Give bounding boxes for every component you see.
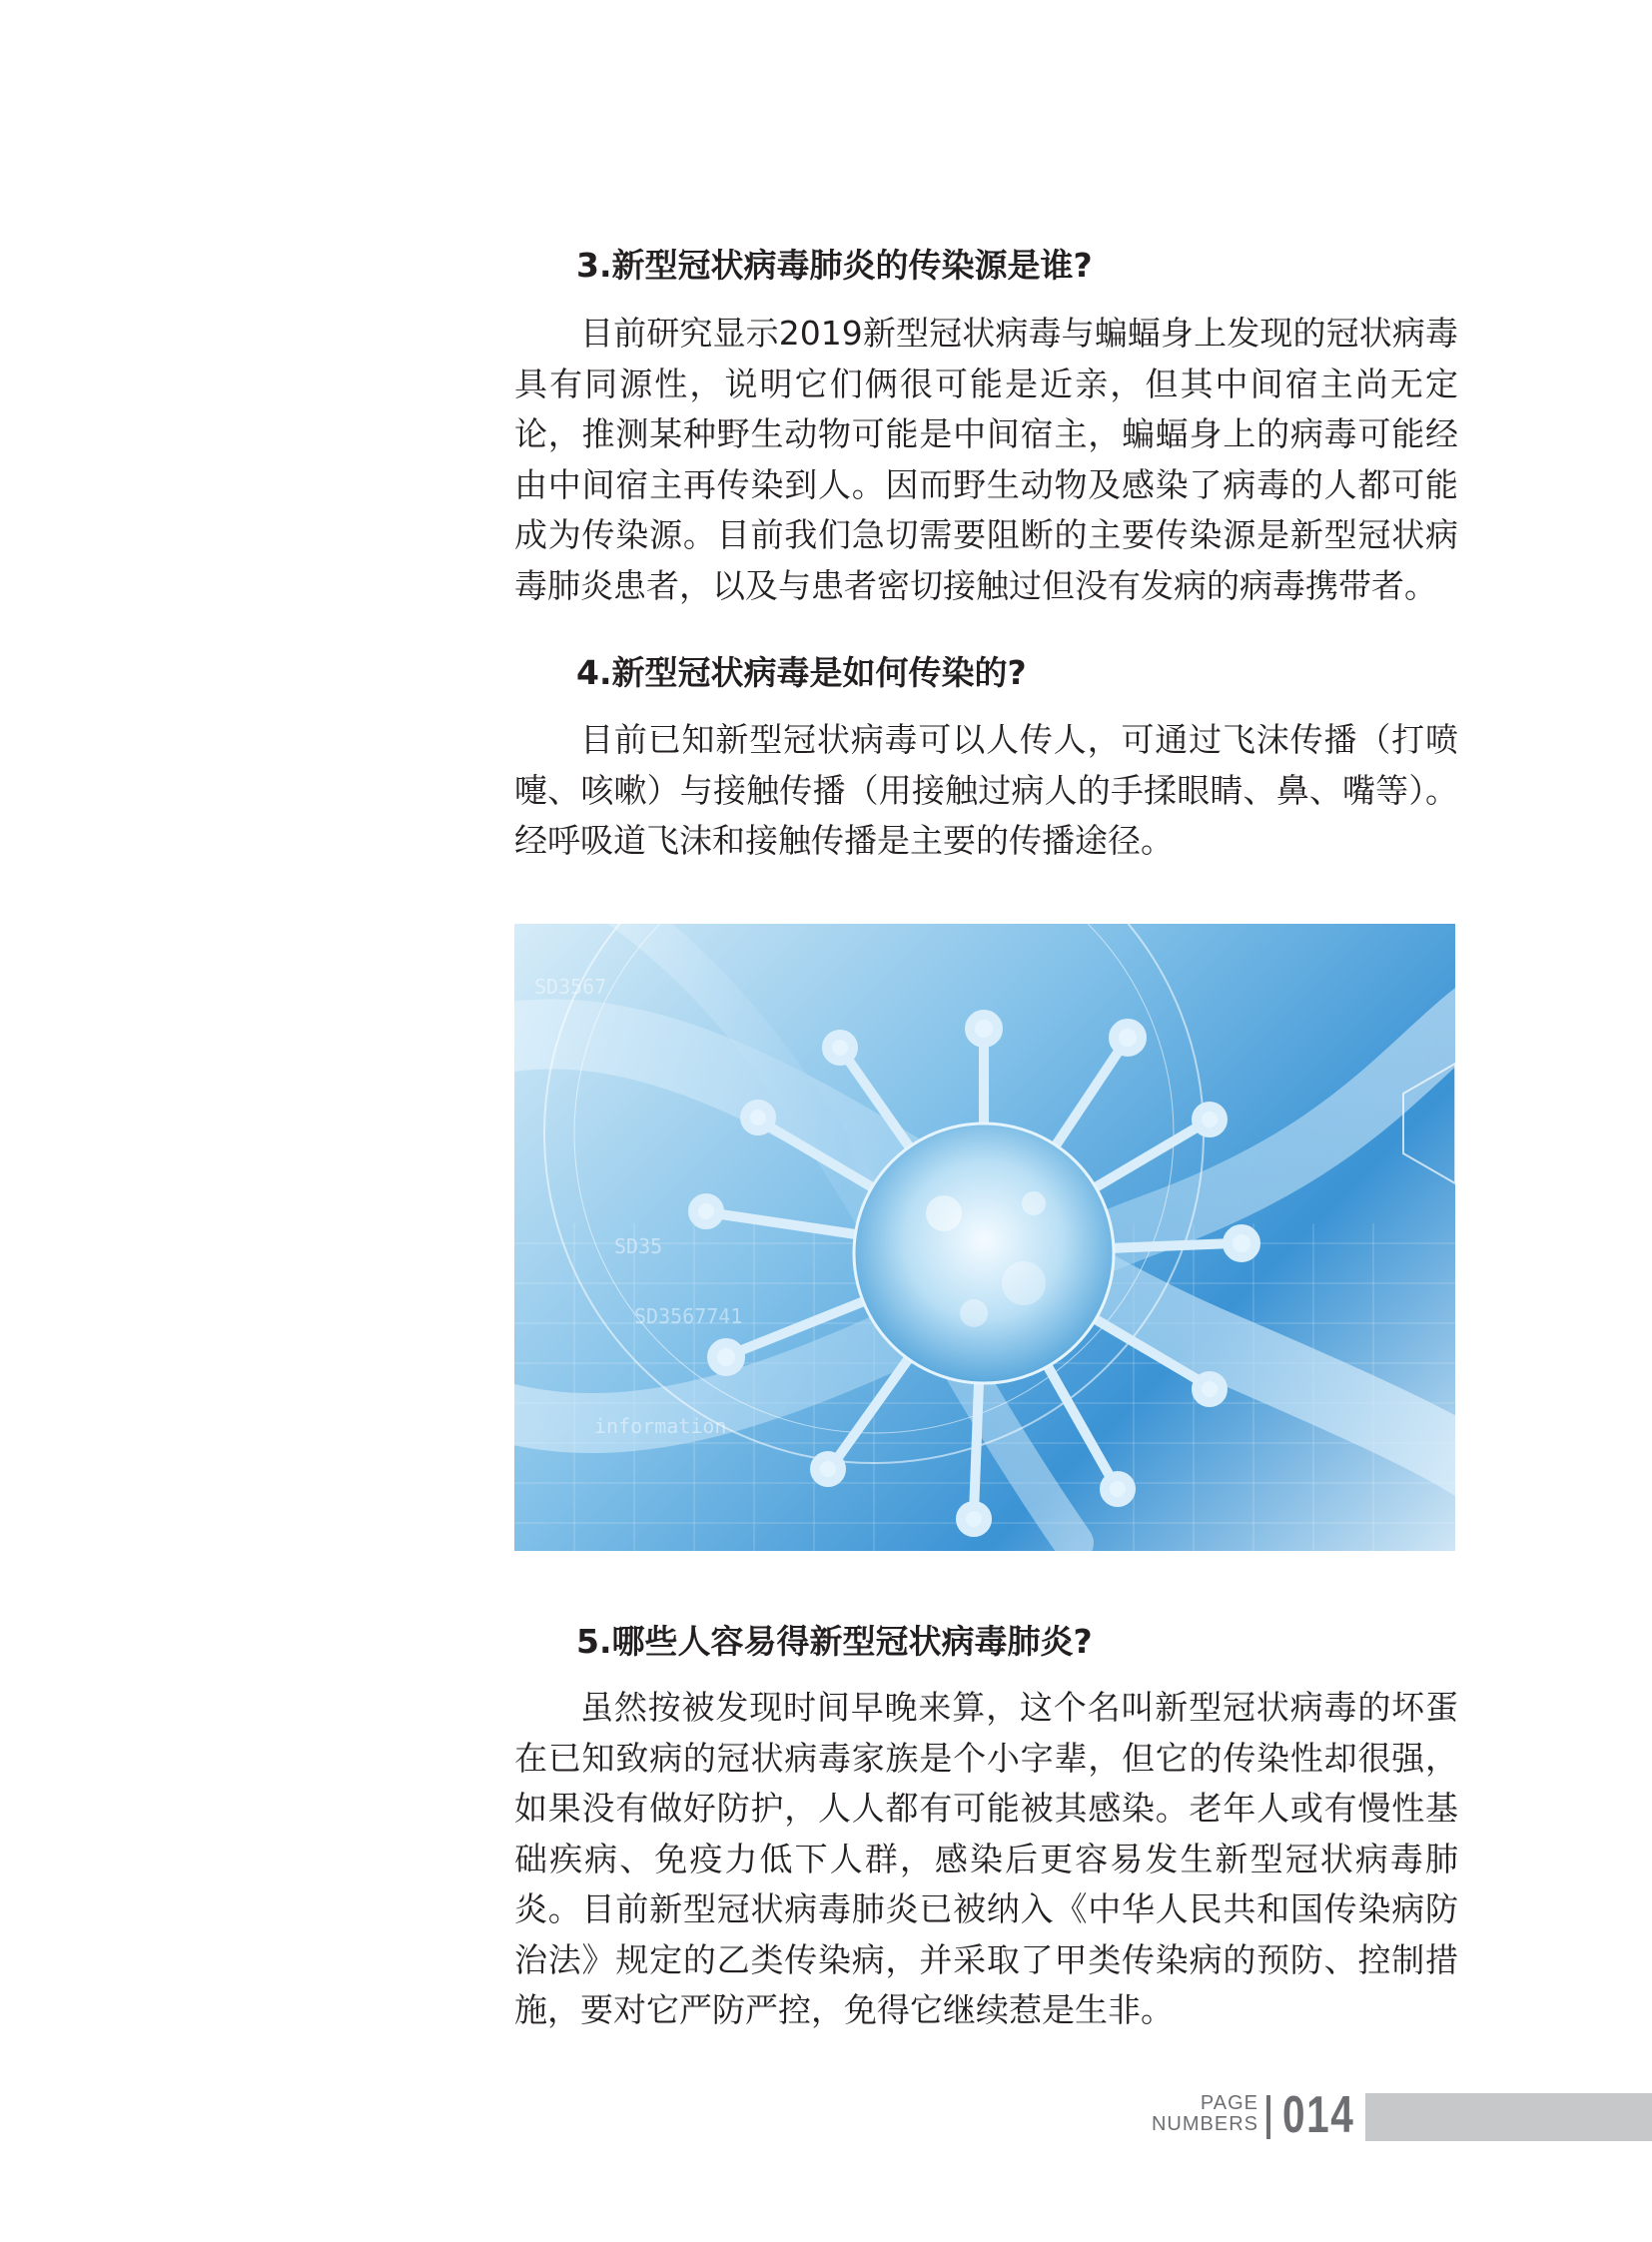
footer-divider [1266,2095,1270,2139]
page-numbers-label [1149,2093,1258,2135]
numbers-label: NUMBERS [1151,2113,1258,2135]
page-number: 014 [1282,2086,1355,2144]
section-5-body: 虽然按被发现时间早晚来算，这个名叫新型冠状病毒的坏蛋在已知致病的冠状病毒家族是个小字辈，但它的传染性却很强，如果没有做好防护，人人都有可能被其感染。老年人或有慢性基础疾病、免疫力低下人群，感染后更容易发生新型冠状病毒肺炎。目前新型冠状病毒肺炎已被纳入《中华人民共和国传染病防治法》规定的乙类传染病，并采取了甲类传染病的预防、控制措施，要对它严防严控，免得它继续惹是生非。 [514,1688,1458,2029]
coronavirus-dna-image [514,924,1455,1551]
overlay-label-sd35: SD35 [614,1234,663,1258]
section-4-heading: 4.新型冠状病毒是如何传染的? [576,653,1027,692]
overlay-label-sd3567741: SD3567741 [634,1304,743,1328]
footer-bar [1365,2093,1652,2141]
section-5-heading: 5.哪些人容易得新型冠状病毒肺炎? [576,1622,1093,1661]
overlay-label-sd3567: SD3567 [534,975,607,999]
section-3-body: 目前研究显示2019新型冠状病毒与蝙蝠身上发现的冠状病毒具有同源性，说明它们俩很可能是近亲，但其中间宿主尚无定论，推测某种野生动物可能是中间宿主，蝙蝠身上的病毒可能经由中间宿主再传染到人。因而野生动物及感染了病毒的人都可能成为传染源。目前我们急切需要阻断的主要传染源是新型冠状病毒肺炎患者，以及与患者密切接触过但没有发病的病毒携带者。 [514,314,1458,605]
section-3-heading: 3.新型冠状病毒肺炎的传染源是谁? [576,246,1093,285]
overlay-label-information: information [594,1414,727,1438]
virus-body [854,1123,1114,1383]
section-4-body: 目前已知新型冠状病毒可以人传人，可通过飞沫传播（打喷嚏、咳嗽）与接触传播（用接触过病人的手揉眼睛、鼻、嘴等）。经呼吸道飞沫和接触传播是主要的传播途径。 [514,720,1458,860]
page-label: PAGE [1200,2092,1258,2114]
